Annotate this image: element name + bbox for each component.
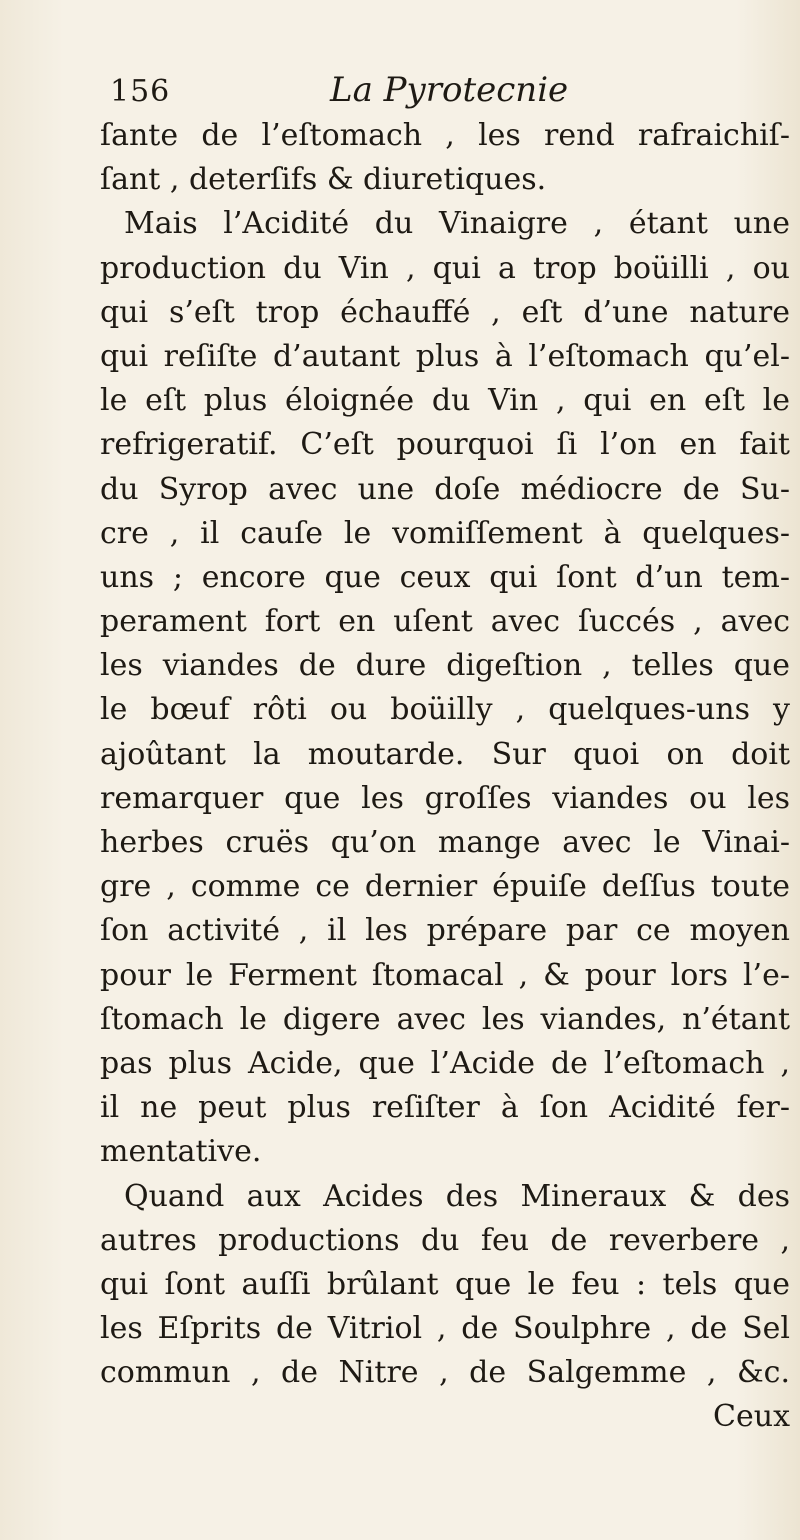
text-line: pour le Ferment ſtomacal , & pour lors l’e- [100, 957, 790, 993]
body-text [100, 114, 790, 1440]
page-number: 156 [110, 74, 171, 109]
text-line: les viandes de dure digeſtion , telles que [100, 648, 790, 684]
text-line: les Eſprits de Vitriol , de Soulphre , de Sel [100, 1311, 790, 1347]
text-line: gre , comme ce dernier épuiſe deſſus toute [100, 869, 790, 905]
text-line: production du Vin , qui a trop boüilli , ou [100, 250, 790, 286]
text-line: ſon activité , il les prépare par ce moyen [100, 913, 790, 949]
text-line: perament fort en uſent avec ſuccés , avec [100, 604, 790, 640]
running-title: La Pyrotecnie [330, 70, 569, 110]
text-line: herbes cruës qu’on mange avec le Vinai- [100, 825, 790, 860]
text-line: uns ; encore que ceux qui ſont d’un tem- [100, 559, 790, 595]
text-line: le eſt plus éloignée du Vin , qui en eſt le [100, 383, 790, 419]
text-line: mentative. [100, 1134, 262, 1170]
text-line: refrigeratif. C’eſt pourquoi ſi l’on en fait [100, 427, 790, 463]
text-line: commun , de Nitre , de Salgemme , &c. [100, 1355, 790, 1391]
text-line: autres productions du feu de reverbere , [100, 1222, 790, 1258]
text-line: le bœuf rôti ou boüilly , quelques-uns y [100, 692, 790, 728]
text-line: Quand aux Acides des Mineraux & des [124, 1178, 790, 1214]
text-line: qui reſiſte d’autant plus à l’eſtomach qu’el- [100, 338, 790, 374]
text-line: qui s’eſt trop échauffé , eſt d’une nature [100, 294, 790, 330]
text-line: ſante de l’eſtomach , les rend rafraichiſ- [100, 118, 790, 153]
text-line: du Syrop avec une doſe médiocre de Su- [100, 471, 790, 507]
catchword: Ceux [713, 1399, 790, 1435]
text-line: cre , il cauſe le vomiſſement à quelques- [100, 515, 790, 551]
text-line: ſant , deterſifs & diuretiques. [100, 162, 547, 198]
text-line: ajoûtant la moutarde. Sur quoi on doit [100, 736, 790, 772]
page-header [110, 70, 610, 114]
text-line: remarquer que les groſſes viandes ou les [100, 780, 790, 816]
text-line: il ne peut plus reſiſter à ſon Acidité fer- [100, 1090, 790, 1126]
text-line: Mais l’Acidité du Vinaigre , étant une [124, 206, 790, 242]
text-line: ſtomach le digere avec les viandes, n’étant [100, 1001, 790, 1037]
text-line: qui ſont auſſi brûlant que le feu : tels que [100, 1266, 790, 1302]
text-line: pas plus Acide, que l’Acide de l’eſtomach , [100, 1045, 790, 1081]
